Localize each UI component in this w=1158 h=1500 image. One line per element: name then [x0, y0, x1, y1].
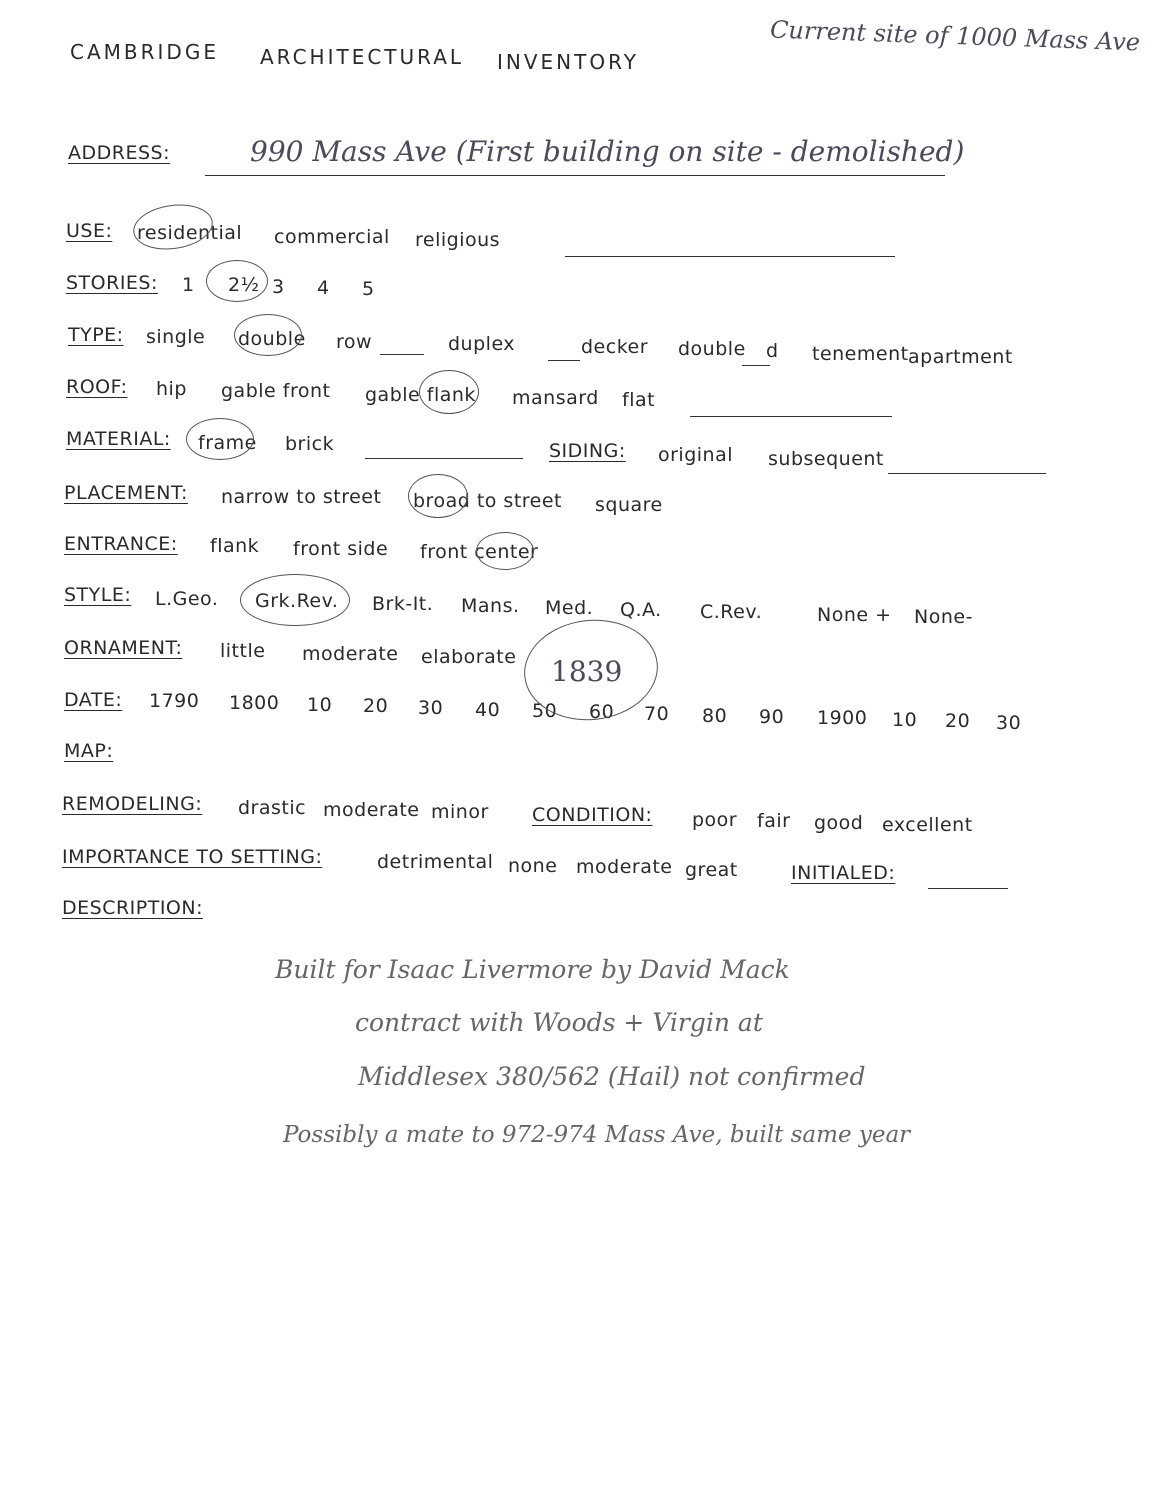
siding-label: SIDING:	[549, 440, 626, 462]
placement-selected-circle	[408, 474, 468, 518]
date-handwritten: 1839	[551, 655, 623, 688]
importance-option-detrimental: detrimental	[377, 851, 494, 873]
header-cambridge: CAMBRIDGE	[70, 40, 219, 64]
roof-label: ROOF:	[66, 376, 128, 398]
header-note: Current site of 1000 Mass Ave	[769, 15, 1141, 57]
date-option-30: 30	[418, 697, 444, 719]
date-label: DATE:	[64, 689, 123, 711]
description-label: DESCRIPTION:	[62, 897, 204, 919]
importance-label: IMPORTANCE TO SETTING:	[62, 846, 323, 868]
style-option-mans: Mans.	[461, 595, 520, 617]
use-selected-circle	[130, 200, 215, 255]
ornament-option-elaborate: elaborate	[421, 646, 517, 668]
importance-option-moderate: moderate	[576, 856, 673, 878]
roof-option-gable-front: gable front	[221, 380, 331, 402]
header-architectural: ARCHITECTURAL	[260, 45, 465, 69]
type-double-d-blank	[742, 365, 770, 366]
address-line	[205, 175, 945, 176]
entrance-label: ENTRANCE:	[64, 533, 178, 555]
stories-selected-circle	[206, 260, 268, 302]
initialed-blank-line	[928, 888, 1008, 889]
type-label: TYPE:	[68, 324, 124, 346]
type-row-blank	[380, 354, 424, 355]
entrance-option-front-side: front side	[293, 538, 389, 560]
material-option-frame: frame	[198, 432, 257, 454]
placement-option-narrow: narrow to street	[221, 486, 382, 508]
roof-option-hip: hip	[156, 378, 187, 400]
map-label: MAP:	[64, 740, 114, 762]
roof-option-gable-flank: gable flank	[365, 384, 476, 406]
siding-blank-line	[888, 473, 1046, 474]
type-option-decker: decker	[581, 336, 649, 358]
style-option-med: Med.	[545, 597, 594, 619]
date-option-20: 20	[363, 695, 389, 717]
remodeling-option-drastic: drastic	[238, 797, 307, 819]
address-value: 990 Mass Ave (First building on site - demolished)	[250, 135, 965, 168]
stories-option-5: 5	[362, 278, 375, 300]
roof-selected-circle	[419, 370, 479, 414]
type-option-double-d: double	[678, 338, 746, 360]
importance-option-great: great	[685, 859, 738, 881]
stories-option-4: 4	[317, 277, 330, 299]
use-label: USE:	[66, 220, 113, 242]
ornament-label: ORNAMENT:	[64, 637, 183, 659]
material-option-brick: brick	[285, 433, 335, 455]
address-label: ADDRESS:	[68, 142, 170, 164]
condition-option-fair: fair	[757, 810, 791, 832]
condition-option-excellent: excellent	[882, 814, 973, 836]
siding-option-subsequent: subsequent	[768, 448, 884, 470]
remodeling-option-minor: minor	[431, 801, 489, 823]
use-option-religious: religious	[415, 229, 501, 251]
style-option-grkrev: Grk.Rev.	[255, 590, 339, 612]
description-line-3: Middlesex 380/562 (Hail) not confirmed	[358, 1062, 866, 1091]
type-option-single: single	[146, 326, 206, 348]
roof-blank-line	[690, 416, 892, 417]
material-label: MATERIAL:	[66, 428, 171, 450]
style-label: STYLE:	[64, 584, 132, 606]
date-option-40: 40	[475, 699, 501, 721]
date-option-50: 50	[532, 700, 558, 722]
description-line-2: contract with Woods + Virgin at	[355, 1008, 763, 1037]
type-decker-blank	[548, 360, 580, 361]
type-option-apartment: apartment	[908, 346, 1013, 368]
style-selected-circle	[240, 574, 350, 626]
roof-option-mansard: mansard	[512, 387, 599, 409]
condition-option-good: good	[814, 812, 864, 834]
date-option-90: 90	[759, 706, 785, 728]
material-selected-circle	[186, 418, 254, 460]
description-line-4: Possibly a mate to 972-974 Mass Ave, built same year	[283, 1122, 911, 1148]
entrance-selected-circle	[476, 532, 534, 570]
placement-option-broad: broad to street	[413, 490, 563, 512]
importance-option-none: none	[508, 855, 558, 877]
date-option-1930: 30	[996, 712, 1022, 734]
stories-option-1: 1	[182, 274, 195, 296]
use-option-residential: residential	[137, 222, 243, 244]
date-option-1920: 20	[945, 710, 971, 732]
use-option-commercial: commercial	[274, 226, 390, 248]
stories-option-2-half: 2½	[228, 274, 260, 296]
description-line-1: Built for Isaac Livermore by David Mack	[275, 955, 790, 984]
date-option-10: 10	[307, 694, 333, 716]
entrance-option-front-center: front center	[420, 541, 539, 563]
type-selected-circle	[234, 314, 302, 356]
placement-label: PLACEMENT:	[64, 482, 188, 504]
condition-label: CONDITION:	[532, 804, 653, 826]
type-option-row: row	[336, 331, 373, 353]
style-option-none-plus: None +	[817, 604, 892, 626]
entrance-option-flank: flank	[210, 535, 260, 557]
date-option-70: 70	[644, 703, 670, 725]
date-option-1910: 10	[892, 709, 918, 731]
type-option-double: double	[238, 328, 306, 350]
type-option-tenement: tenement	[812, 343, 909, 365]
placement-option-square: square	[595, 494, 663, 516]
material-blank-line	[365, 458, 523, 459]
style-option-crev: C.Rev.	[700, 601, 763, 623]
date-option-1790: 1790	[149, 690, 200, 712]
use-blank-line	[565, 256, 895, 257]
stories-label: STORIES:	[66, 272, 158, 294]
remodeling-label: REMODELING:	[62, 793, 203, 815]
header-inventory: INVENTORY	[497, 50, 639, 74]
date-option-1900: 1900	[817, 707, 868, 729]
style-option-qa: Q.A.	[620, 599, 662, 621]
ornament-option-moderate: moderate	[302, 643, 399, 665]
initialed-label: INITIALED:	[791, 862, 896, 884]
date-option-60: 60	[589, 701, 615, 723]
style-option-none-minus: None-	[914, 606, 973, 628]
stories-option-3: 3	[272, 276, 285, 298]
type-option-d: d	[766, 340, 779, 362]
style-option-brkit: Brk-It.	[372, 593, 434, 615]
siding-option-original: original	[658, 444, 734, 466]
date-option-80: 80	[702, 705, 728, 727]
date-option-1800: 1800	[229, 692, 280, 714]
style-option-lgeo: L.Geo.	[155, 588, 219, 610]
remodeling-option-moderate: moderate	[323, 799, 420, 821]
condition-option-poor: poor	[692, 809, 738, 831]
roof-option-flat: flat	[622, 389, 656, 411]
ornament-option-little: little	[220, 640, 266, 662]
type-option-duplex: duplex	[448, 333, 516, 355]
